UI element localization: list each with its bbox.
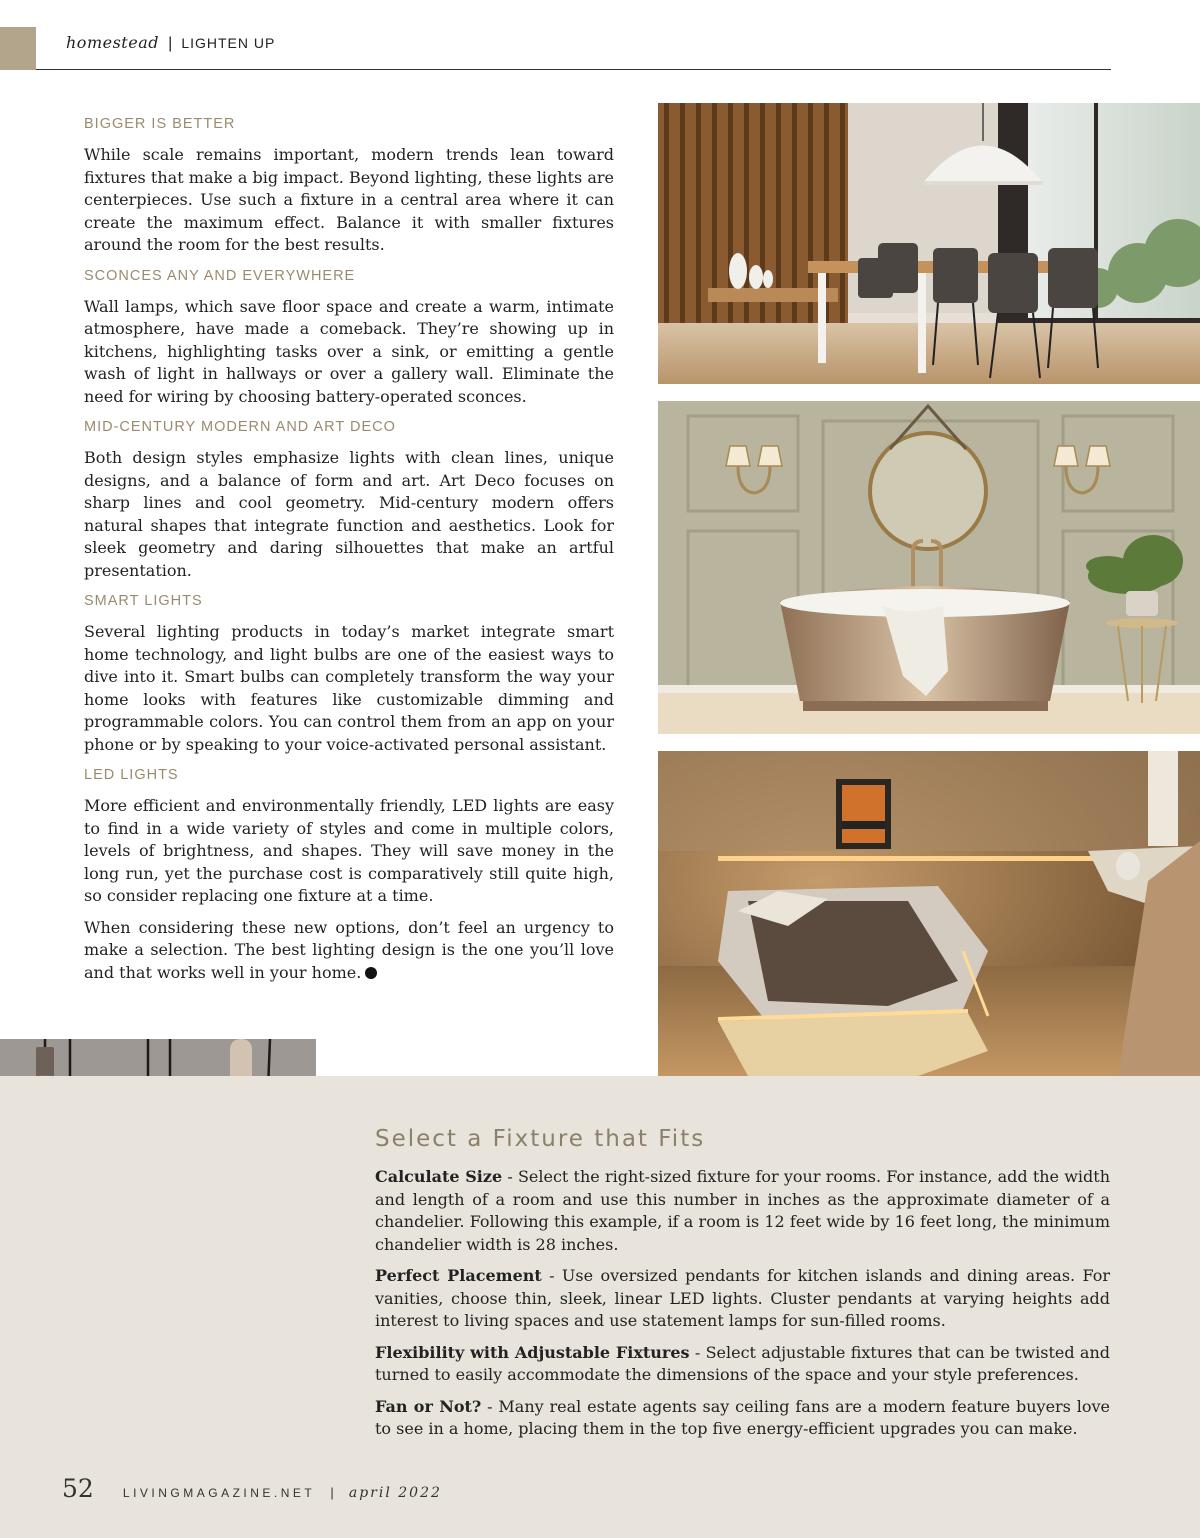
tip-term: Calculate Size: [375, 1167, 503, 1186]
tip-term: Fan or Not?: [375, 1396, 482, 1416]
closing-text: When considering these new options, don’t feel an urgency to make a selection. The best lighting design is the one you’ll love and that works well in your home.: [84, 917, 614, 982]
tip-term: Perfect Placement: [375, 1266, 542, 1285]
header-rule: [36, 69, 1111, 70]
article-section-title: LIGHTEN UP: [181, 35, 276, 51]
running-header: [66, 33, 275, 53]
tip-text: - Select adjustable fixtures that can be twisted and turned to easily accommodate the dimensions of the space and your style preferences.: [375, 1342, 1111, 1384]
sidebar-title: Select a Fixture that Fits: [375, 1126, 706, 1152]
sidebar-tip: [375, 1265, 1110, 1333]
header-tab-block: [0, 27, 36, 70]
header-separator: |: [168, 35, 173, 52]
closing-paragraph: [84, 917, 614, 985]
section-heading: SMART LIGHTS: [84, 593, 203, 609]
article-column: [84, 114, 614, 993]
end-of-article-icon: [365, 967, 377, 979]
tip-term: Flexibility with Adjustable Fixtures: [375, 1342, 690, 1362]
dining-room-photo: [658, 103, 1200, 384]
section-heading: MID-CENTURY MODERN AND ART DECO: [84, 419, 396, 435]
issue-date: april 2022: [348, 1485, 442, 1501]
website-link[interactable]: LIVINGMAGAZINE.NET: [122, 1486, 316, 1500]
tip-text: - Select the right-sized fixture for your rooms. For instance, add the width and length of a room and use this number in inches as the approximate diameter of a chandelier. Following this example, if a room is 12 feet wide by 16 feet long, the minimum chandelier width is 28 inches.: [375, 1167, 1111, 1254]
magazine-section-brand: homestead: [66, 33, 159, 52]
bathroom-photo: [658, 401, 1200, 734]
sidebar-tip: [375, 1342, 1110, 1387]
section-heading: BIGGER IS BETTER: [84, 116, 236, 132]
tip-text: - Use oversized pendants for kitchen islands and dining areas. For vanities, choose thin, sleek, linear LED lights. Cluster pendants at varying heights add interest to living spaces and use statement lamps for sun-filled rooms.: [375, 1266, 1111, 1330]
section-body: More efficient and environmentally friendly, LED lights are easy to find in a wide variety of styles and come in multiple colors, levels of brightness, and shapes. They will save money in the long run, yet the purchase cost is comparatively still quite high, so consider replacing one fixture at a time.: [84, 796, 614, 905]
section-heading: LED LIGHTS: [84, 767, 179, 783]
sidebar-tip: [375, 1396, 1110, 1441]
section-body: While scale remains important, modern trends lean toward fixtures that make a big impact. Beyond lighting, these lights are centerpieces. Use such a fixture in a central area where it can create the maximum effect. Balance it with smaller fixtures around the room for the best results.: [84, 145, 614, 254]
tip-text: - Many real estate agents say ceiling fans are a modern feature buyers love to see in a home, placing them in the top five energy-efficient upgrades you can make.: [375, 1396, 1110, 1438]
bedroom-photo: [658, 751, 1200, 1076]
section-heading: SCONCES ANY AND EVERYWHERE: [84, 267, 356, 284]
page-number: 52: [62, 1474, 94, 1503]
sidebar-content: [375, 1126, 1110, 1450]
section-body: Several lighting products in today’s market integrate smart home technology, and light bulbs are one of the easiest ways to dive into it. Smart bulbs can completely transform the way your home looks with features like customizable dimming and programmable colors. You can control them from an app on your phone or by speaking to your voice-activated personal assistant.: [84, 622, 614, 754]
section-body: Wall lamps, which save floor space and create a warm, intimate atmosphere, have made a comeback. They’re showing up in kitchens, highlighting tasks over a sink, or emitting a gentle wash of light in hallways or over a gallery wall. Eliminate the need for wiring by choosing battery-operated sconces.: [84, 296, 614, 406]
page-footer: [62, 1474, 442, 1503]
section-body: Both design styles emphasize lights with clean lines, unique designs, and a balance of form and art. Art Deco focuses on sharp lines and cool geometry. Mid-century modern offers natural shapes that integrate function and aesthetics. Look for sleek geometry and daring silhouettes that make an artful presentation.: [84, 448, 614, 580]
footer-separator: |: [330, 1485, 334, 1500]
sidebar-tip: [375, 1166, 1110, 1256]
